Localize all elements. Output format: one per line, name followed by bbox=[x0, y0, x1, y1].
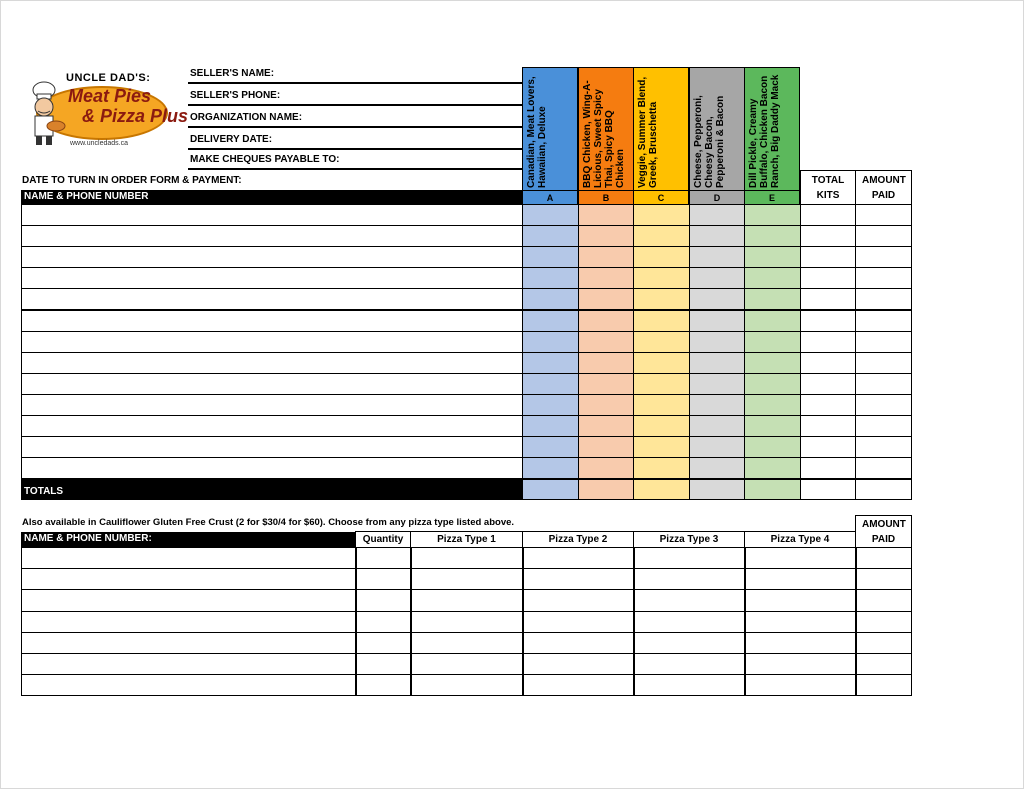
seller-phone-label: SELLER'S PHONE: bbox=[190, 90, 281, 101]
order-qty-cell-c[interactable] bbox=[633, 373, 690, 395]
gf-header-pizza-type-4: Pizza Type 4 bbox=[744, 531, 856, 548]
order-qty-cell-a[interactable] bbox=[522, 331, 579, 353]
gf-pizza-type-2-cell[interactable] bbox=[522, 589, 635, 611]
order-qty-cell-b[interactable] bbox=[578, 394, 635, 416]
order-qty-cell-b[interactable] bbox=[578, 457, 635, 479]
gf-amount-paid-cell[interactable] bbox=[855, 568, 912, 590]
order-qty-cell-d[interactable] bbox=[689, 204, 746, 226]
order-qty-cell-d[interactable] bbox=[689, 288, 746, 310]
order-qty-cell-c[interactable] bbox=[633, 415, 690, 437]
totals-cell-b[interactable] bbox=[578, 479, 635, 500]
order-amount-paid-cell[interactable] bbox=[855, 204, 912, 226]
column-header-e bbox=[744, 67, 800, 191]
total-kits-header bbox=[800, 170, 856, 205]
order-qty-cell-c[interactable] bbox=[633, 436, 690, 458]
column-letter-a: A bbox=[522, 190, 578, 205]
gf-pizza-type-4-cell[interactable] bbox=[744, 611, 857, 633]
gf-pizza-type-1-cell[interactable] bbox=[410, 653, 524, 675]
order-name-cell[interactable] bbox=[21, 436, 523, 458]
order-qty-cell-a[interactable] bbox=[522, 415, 579, 437]
totals-amount-paid-cell[interactable] bbox=[855, 479, 912, 500]
column-label-e: Dill Pickle, Creamy Buffalo, Chicken Bacon Ranch, Big Daddy Mack bbox=[748, 74, 781, 188]
order-name-cell[interactable] bbox=[21, 204, 523, 226]
order-total-kits-cell[interactable] bbox=[800, 204, 856, 226]
gf-amount-paid-cell[interactable] bbox=[855, 547, 912, 569]
gf-pizza-type-4-cell[interactable] bbox=[744, 568, 857, 590]
gf-pizza-type-1-cell[interactable] bbox=[410, 589, 524, 611]
order-qty-cell-b[interactable] bbox=[578, 204, 635, 226]
order-qty-cell-d[interactable] bbox=[689, 225, 746, 247]
gf-header-quantity: Quantity bbox=[355, 531, 411, 548]
gf-amount-paid-cell[interactable] bbox=[855, 653, 912, 675]
column-letter-b: B bbox=[578, 190, 634, 205]
order-qty-cell-e[interactable] bbox=[744, 246, 801, 268]
order-qty-cell-c[interactable] bbox=[633, 394, 690, 416]
order-qty-cell-e[interactable] bbox=[744, 394, 801, 416]
gf-quantity-cell[interactable] bbox=[355, 674, 412, 696]
gf-pizza-type-4-cell[interactable] bbox=[744, 674, 857, 696]
seller-name-label: SELLER'S NAME: bbox=[190, 68, 275, 79]
order-name-cell[interactable] bbox=[21, 352, 523, 374]
order-qty-cell-d[interactable] bbox=[689, 373, 746, 395]
gf-name-cell[interactable] bbox=[21, 653, 357, 675]
order-qty-cell-d[interactable] bbox=[689, 310, 746, 332]
totals-kits-cell[interactable] bbox=[800, 479, 856, 500]
order-qty-cell-b[interactable] bbox=[578, 225, 635, 247]
gf-name-cell[interactable] bbox=[21, 568, 357, 590]
order-qty-cell-c[interactable] bbox=[633, 352, 690, 374]
order-qty-cell-a[interactable] bbox=[522, 246, 579, 268]
gf-pizza-type-4-cell[interactable] bbox=[744, 547, 857, 569]
order-amount-paid-cell[interactable] bbox=[855, 394, 912, 416]
order-qty-cell-a[interactable] bbox=[522, 267, 579, 289]
column-letter-c: C bbox=[633, 190, 689, 205]
gf-pizza-type-1-cell[interactable] bbox=[410, 674, 524, 696]
delivery-date-field[interactable] bbox=[188, 148, 522, 150]
amount-paid-header bbox=[855, 170, 912, 205]
order-qty-cell-a[interactable] bbox=[522, 310, 579, 332]
order-qty-cell-b[interactable] bbox=[578, 373, 635, 395]
order-name-cell[interactable] bbox=[21, 394, 523, 416]
order-qty-cell-e[interactable] bbox=[744, 267, 801, 289]
order-name-cell[interactable] bbox=[21, 310, 523, 332]
order-total-kits-cell[interactable] bbox=[800, 415, 856, 437]
order-total-kits-cell[interactable] bbox=[800, 225, 856, 247]
chef-mascot-icon bbox=[26, 80, 66, 148]
cheques-payable-label: MAKE CHEQUES PAYABLE TO: bbox=[190, 154, 340, 165]
logo-line1: Meat Pies bbox=[68, 86, 152, 106]
order-qty-cell-c[interactable] bbox=[633, 204, 690, 226]
gf-header-pizza-type-1: Pizza Type 1 bbox=[410, 531, 523, 548]
order-name-cell[interactable] bbox=[21, 331, 523, 353]
order-qty-cell-c[interactable] bbox=[633, 310, 690, 332]
gf-amount-paid-cell[interactable] bbox=[855, 632, 912, 654]
gf-pizza-type-2-cell[interactable] bbox=[522, 568, 635, 590]
order-qty-cell-d[interactable] bbox=[689, 267, 746, 289]
order-qty-cell-a[interactable] bbox=[522, 352, 579, 374]
total-kits-label: TOTAL KITS bbox=[811, 175, 845, 201]
order-qty-cell-e[interactable] bbox=[744, 204, 801, 226]
order-name-cell[interactable] bbox=[21, 373, 523, 395]
order-qty-cell-b[interactable] bbox=[578, 352, 635, 374]
gf-amount-paid-header bbox=[855, 515, 912, 548]
order-total-kits-cell[interactable] bbox=[800, 331, 856, 353]
order-total-kits-cell[interactable] bbox=[800, 373, 856, 395]
column-label-d: Cheese, Pepperoni, Cheesy Bacon, Pepperoni & Bacon bbox=[693, 95, 726, 188]
order-amount-paid-cell[interactable] bbox=[855, 373, 912, 395]
column-letter-d: D bbox=[689, 190, 745, 205]
order-amount-paid-cell[interactable] bbox=[855, 288, 912, 310]
order-qty-cell-c[interactable] bbox=[633, 331, 690, 353]
order-qty-cell-e[interactable] bbox=[744, 288, 801, 310]
cheques-payable-field[interactable] bbox=[188, 168, 522, 170]
gf-name-cell[interactable] bbox=[21, 547, 357, 569]
gf-quantity-cell[interactable] bbox=[355, 653, 412, 675]
order-name-cell[interactable] bbox=[21, 267, 523, 289]
gf-pizza-type-2-cell[interactable] bbox=[522, 632, 635, 654]
gf-name-cell[interactable] bbox=[21, 632, 357, 654]
order-amount-paid-cell[interactable] bbox=[855, 331, 912, 353]
order-qty-cell-c[interactable] bbox=[633, 225, 690, 247]
column-header-b bbox=[578, 67, 634, 191]
order-total-kits-cell[interactable] bbox=[800, 246, 856, 268]
organization-name-field[interactable] bbox=[188, 126, 522, 128]
gf-header-pizza-type-2: Pizza Type 2 bbox=[522, 531, 634, 548]
order-qty-cell-e[interactable] bbox=[744, 225, 801, 247]
gf-name-cell[interactable] bbox=[21, 589, 357, 611]
order-qty-cell-a[interactable] bbox=[522, 204, 579, 226]
logo-url: www.uncledads.ca bbox=[70, 140, 128, 147]
order-name-cell[interactable] bbox=[21, 457, 523, 479]
order-total-kits-cell[interactable] bbox=[800, 288, 856, 310]
order-amount-paid-cell[interactable] bbox=[855, 415, 912, 437]
gf-name-cell[interactable] bbox=[21, 674, 357, 696]
order-qty-cell-c[interactable] bbox=[633, 246, 690, 268]
gf-pizza-type-1-cell[interactable] bbox=[410, 611, 524, 633]
column-letter-e: E bbox=[744, 190, 800, 205]
order-qty-cell-e[interactable] bbox=[744, 310, 801, 332]
order-total-kits-cell[interactable] bbox=[800, 352, 856, 374]
gf-quantity-cell[interactable] bbox=[355, 568, 412, 590]
order-qty-cell-b[interactable] bbox=[578, 436, 635, 458]
gf-pizza-type-4-cell[interactable] bbox=[744, 653, 857, 675]
gf-quantity-cell[interactable] bbox=[355, 632, 412, 654]
order-qty-cell-b[interactable] bbox=[578, 310, 635, 332]
gf-pizza-type-4-cell[interactable] bbox=[744, 589, 857, 611]
column-header-d bbox=[689, 67, 745, 191]
column-label-a: Canadian, Meat Lovers, Hawaiian, Deluxe bbox=[526, 76, 548, 188]
order-qty-cell-a[interactable] bbox=[522, 457, 579, 479]
order-amount-paid-cell[interactable] bbox=[855, 225, 912, 247]
seller-phone-field[interactable] bbox=[188, 104, 522, 106]
column-header-c bbox=[633, 67, 689, 191]
order-qty-cell-e[interactable] bbox=[744, 331, 801, 353]
order-qty-cell-a[interactable] bbox=[522, 225, 579, 247]
totals-label: TOTALS bbox=[21, 479, 522, 500]
gf-amount-paid-cell[interactable] bbox=[855, 674, 912, 696]
delivery-date-label: DELIVERY DATE: bbox=[190, 134, 273, 145]
column-header-a bbox=[522, 67, 578, 191]
totals-cell-c[interactable] bbox=[633, 479, 690, 500]
gf-pizza-type-1-cell[interactable] bbox=[410, 547, 524, 569]
gf-pizza-type-2-cell[interactable] bbox=[522, 547, 635, 569]
order-qty-cell-a[interactable] bbox=[522, 288, 579, 310]
order-qty-cell-d[interactable] bbox=[689, 331, 746, 353]
gf-pizza-type-2-cell[interactable] bbox=[522, 611, 635, 633]
gf-quantity-cell[interactable] bbox=[355, 547, 412, 569]
order-qty-cell-c[interactable] bbox=[633, 288, 690, 310]
gf-quantity-cell[interactable] bbox=[355, 611, 412, 633]
order-amount-paid-cell[interactable] bbox=[855, 246, 912, 268]
order-qty-cell-b[interactable] bbox=[578, 415, 635, 437]
gf-amount-paid-cell[interactable] bbox=[855, 611, 912, 633]
totals-cell-a[interactable] bbox=[522, 479, 579, 500]
order-amount-paid-cell[interactable] bbox=[855, 267, 912, 289]
order-qty-cell-b[interactable] bbox=[578, 331, 635, 353]
order-qty-cell-b[interactable] bbox=[578, 288, 635, 310]
gf-header-pizza-type-3: Pizza Type 3 bbox=[633, 531, 745, 548]
order-qty-cell-e[interactable] bbox=[744, 373, 801, 395]
gf-quantity-cell[interactable] bbox=[355, 589, 412, 611]
gf-pizza-type-3-cell[interactable] bbox=[633, 653, 746, 675]
order-total-kits-cell[interactable] bbox=[800, 457, 856, 479]
gf-pizza-type-2-cell[interactable] bbox=[522, 674, 635, 696]
name-phone-header: NAME & PHONE NUMBER bbox=[21, 190, 522, 205]
order-total-kits-cell[interactable] bbox=[800, 267, 856, 289]
totals-cell-e[interactable] bbox=[744, 479, 801, 500]
order-total-kits-cell[interactable] bbox=[800, 436, 856, 458]
gf-pizza-type-3-cell[interactable] bbox=[633, 589, 746, 611]
gf-pizza-type-2-cell[interactable] bbox=[522, 653, 635, 675]
order-name-cell[interactable] bbox=[21, 246, 523, 268]
logo-line2: & Pizza Plus bbox=[82, 106, 189, 126]
order-amount-paid-cell[interactable] bbox=[855, 436, 912, 458]
gf-name-phone-header: NAME & PHONE NUMBER: bbox=[21, 532, 355, 547]
gf-pizza-type-1-cell[interactable] bbox=[410, 568, 524, 590]
gf-amount-paid-label: AMOUNT PAID bbox=[862, 519, 906, 545]
totals-cell-d[interactable] bbox=[689, 479, 746, 500]
order-qty-cell-d[interactable] bbox=[689, 246, 746, 268]
order-qty-cell-e[interactable] bbox=[744, 457, 801, 479]
gf-pizza-type-3-cell[interactable] bbox=[633, 568, 746, 590]
order-qty-cell-a[interactable] bbox=[522, 394, 579, 416]
order-name-cell[interactable] bbox=[21, 288, 523, 310]
gf-pizza-type-3-cell[interactable] bbox=[633, 632, 746, 654]
order-qty-cell-d[interactable] bbox=[689, 415, 746, 437]
gf-pizza-type-4-cell[interactable] bbox=[744, 632, 857, 654]
organization-name-label: ORGANIZATION NAME: bbox=[190, 112, 303, 123]
order-name-cell[interactable] bbox=[21, 225, 523, 247]
column-label-c: Veggie, Summer Blend, Greek, Bruschetta bbox=[637, 76, 659, 188]
order-total-kits-cell[interactable] bbox=[800, 310, 856, 332]
order-name-cell[interactable] bbox=[21, 415, 523, 437]
order-amount-paid-cell[interactable] bbox=[855, 310, 912, 332]
gf-pizza-type-1-cell[interactable] bbox=[410, 632, 524, 654]
gf-name-cell[interactable] bbox=[21, 611, 357, 633]
order-qty-cell-d[interactable] bbox=[689, 457, 746, 479]
order-qty-cell-e[interactable] bbox=[744, 436, 801, 458]
order-qty-cell-a[interactable] bbox=[522, 436, 579, 458]
gf-pizza-type-3-cell[interactable] bbox=[633, 547, 746, 569]
gf-pizza-type-3-cell[interactable] bbox=[633, 674, 746, 696]
gluten-free-note: Also available in Cauliflower Gluten Free Crust (2 for $30/4 for $60). Choose from any pizza type listed above. bbox=[22, 517, 515, 528]
gf-amount-paid-cell[interactable] bbox=[855, 589, 912, 611]
order-qty-cell-d[interactable] bbox=[689, 394, 746, 416]
logo-title: UNCLE DAD'S: bbox=[66, 72, 151, 84]
order-qty-cell-e[interactable] bbox=[744, 352, 801, 374]
order-qty-cell-b[interactable] bbox=[578, 246, 635, 268]
order-total-kits-cell[interactable] bbox=[800, 394, 856, 416]
order-qty-cell-c[interactable] bbox=[633, 267, 690, 289]
order-qty-cell-c[interactable] bbox=[633, 457, 690, 479]
order-amount-paid-cell[interactable] bbox=[855, 457, 912, 479]
order-qty-cell-b[interactable] bbox=[578, 267, 635, 289]
order-amount-paid-cell[interactable] bbox=[855, 352, 912, 374]
order-qty-cell-e[interactable] bbox=[744, 415, 801, 437]
order-qty-cell-d[interactable] bbox=[689, 352, 746, 374]
order-qty-cell-d[interactable] bbox=[689, 436, 746, 458]
turn-in-date-label: DATE TO TURN IN ORDER FORM & PAYMENT: bbox=[22, 175, 242, 186]
seller-name-field[interactable] bbox=[188, 82, 522, 84]
order-qty-cell-a[interactable] bbox=[522, 373, 579, 395]
column-label-b: BBQ Chicken, Wing-A-Licious, Sweet Spicy Thai, Spicy BBQ Chicken bbox=[582, 80, 626, 188]
amount-paid-label: AMOUNT PAID bbox=[862, 175, 906, 201]
gf-pizza-type-3-cell[interactable] bbox=[633, 611, 746, 633]
